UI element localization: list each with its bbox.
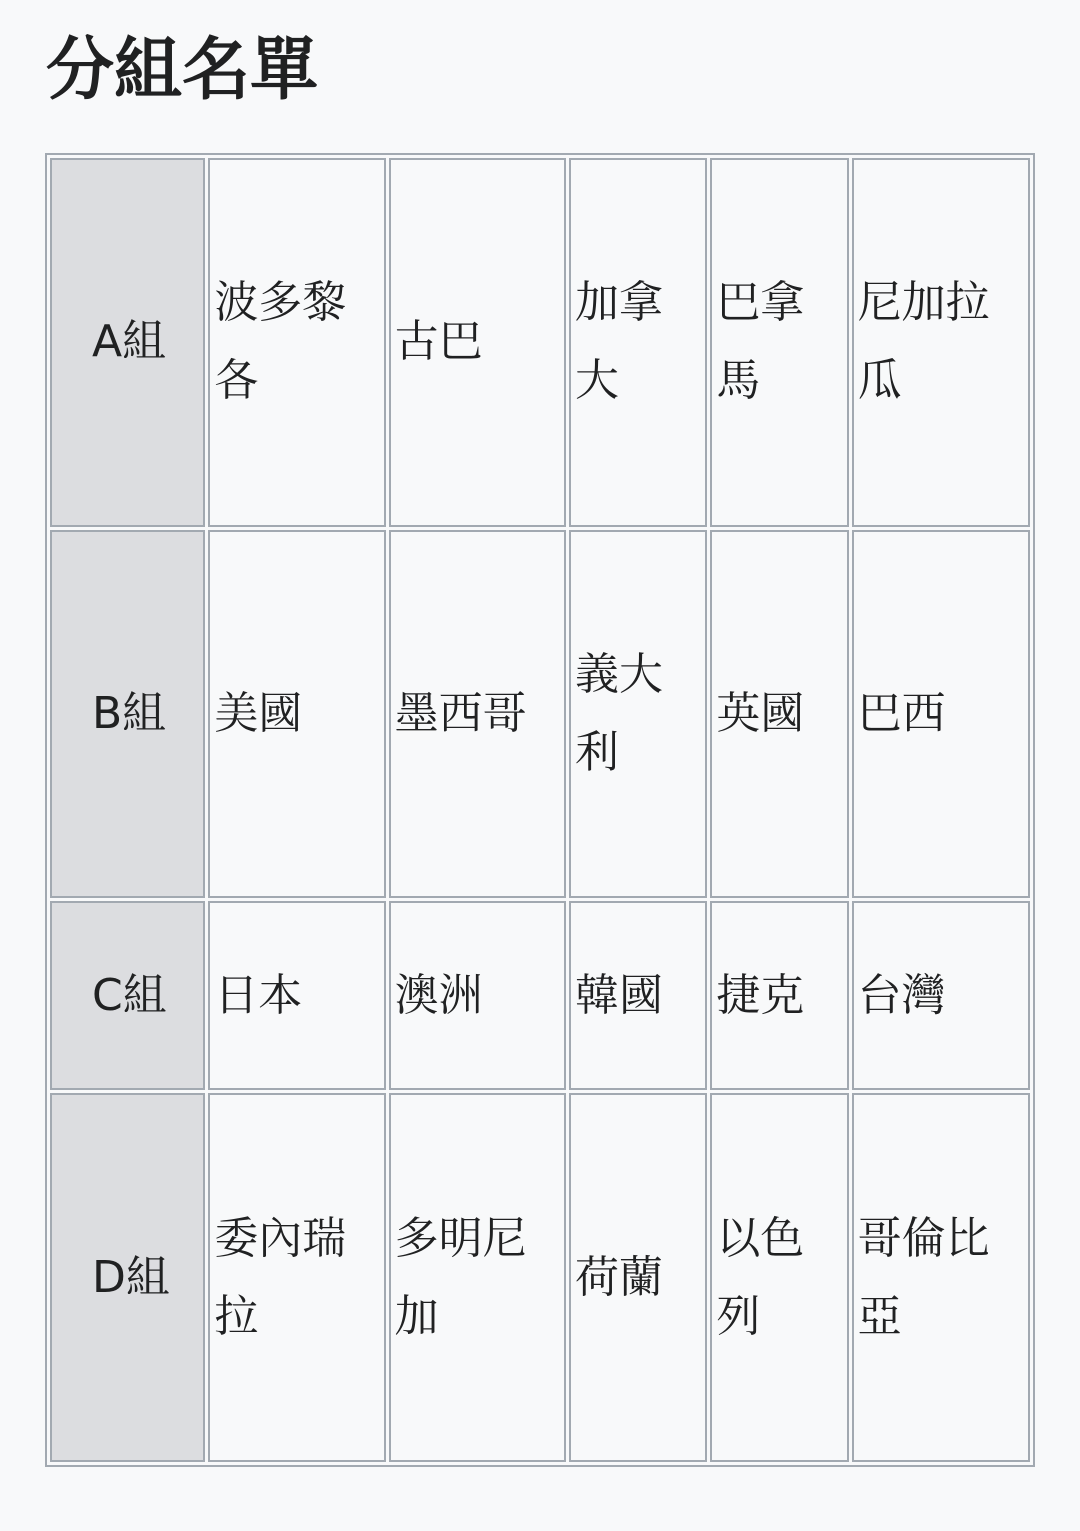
- group-roster-table: [45, 153, 1035, 1467]
- team-cell: 尼加拉瓜: [852, 158, 1030, 527]
- team-cell: 日本: [208, 901, 385, 1090]
- team-cell: 古巴: [389, 158, 566, 527]
- team-cell: 墨西哥: [389, 530, 566, 899]
- team-cell: 哥倫比亞: [852, 1093, 1030, 1462]
- group-name: D組: [50, 1093, 205, 1462]
- team-cell: 巴西: [852, 530, 1030, 899]
- group-name: C組: [50, 901, 205, 1090]
- team-cell: 加拿大: [569, 158, 707, 527]
- group-row-b: [50, 530, 1030, 899]
- team-cell: 澳洲: [389, 901, 566, 1090]
- group-name: B組: [50, 530, 205, 899]
- group-row-d: [50, 1093, 1030, 1462]
- team-cell: 英國: [710, 530, 848, 899]
- team-cell: 波多黎各: [208, 158, 385, 527]
- team-cell: 韓國: [569, 901, 707, 1090]
- group-name: A組: [50, 158, 205, 527]
- team-cell: 以色列: [710, 1093, 848, 1462]
- team-cell: 捷克: [710, 901, 848, 1090]
- team-cell: 荷蘭: [569, 1093, 707, 1462]
- page-title: 分組名單: [46, 31, 319, 110]
- team-cell: 台灣: [852, 901, 1030, 1090]
- team-cell: 巴拿馬: [710, 158, 848, 527]
- team-cell: 委內瑞拉: [208, 1093, 385, 1462]
- group-row-c: [50, 901, 1030, 1090]
- team-cell: 美國: [208, 530, 385, 899]
- team-cell: 多明尼加: [389, 1093, 566, 1462]
- team-cell: 義大利: [569, 530, 707, 899]
- group-row-a: [50, 158, 1030, 527]
